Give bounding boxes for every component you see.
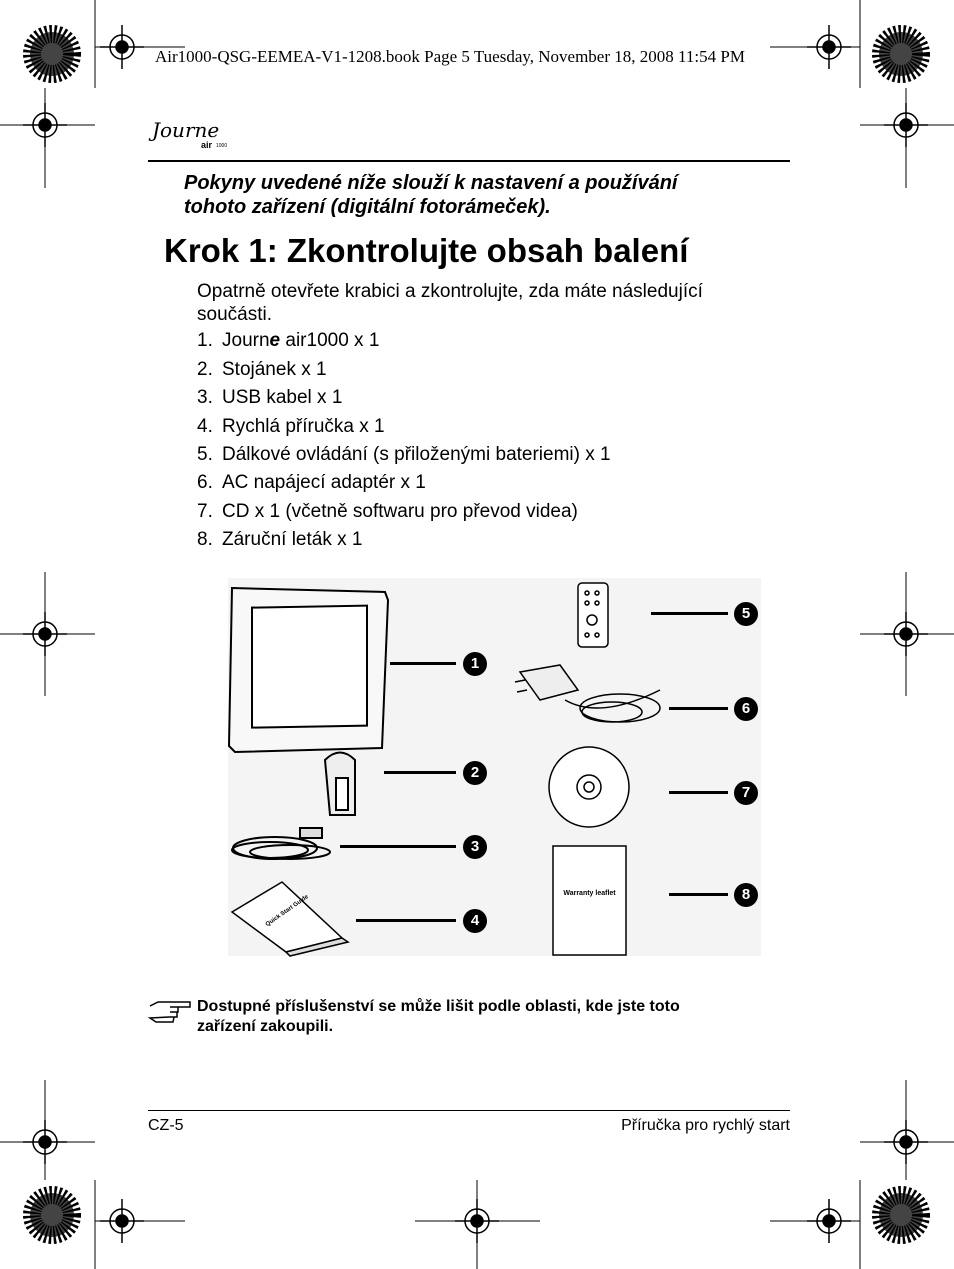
list-item: 5. Dálkové ovládání (s přiloženými bateriemi) x 1 — [197, 444, 611, 465]
usb-cable-illustration — [232, 828, 330, 859]
photo-frame-illustration — [229, 588, 388, 752]
footer-title: Příručka pro rychlý start — [621, 1117, 790, 1134]
callout-line — [669, 791, 728, 794]
callout-line — [384, 771, 456, 774]
callout-1: 1 — [463, 652, 487, 676]
callout-8: 8 — [734, 883, 758, 907]
callout-line — [340, 845, 456, 848]
callout-line — [651, 612, 728, 615]
list-item: 6. AC napájecí adaptér x 1 — [197, 472, 426, 493]
remote-control-illustration — [578, 583, 608, 647]
footer-rule — [148, 1110, 790, 1111]
note-line-1: Dostupné příslušenství se může lišit podle oblasti, kde jste toto — [197, 998, 680, 1015]
list-item: 8. Záruční leták x 1 — [197, 529, 363, 550]
note-text — [197, 997, 680, 1037]
logo-sub-small: 1000 — [216, 143, 228, 149]
list-item: 2. Stojánek x 1 — [197, 359, 327, 380]
warranty-leaflet-label: Warranty leaflet — [563, 890, 616, 897]
stand-illustration — [325, 753, 355, 816]
pointing-hand-icon — [148, 998, 192, 1026]
lead-line-2: součásti. — [197, 304, 272, 325]
intro-line-2: tohoto zařízení (digitální fotorámeček). — [184, 196, 551, 218]
callout-line — [390, 662, 456, 665]
callout-5: 5 — [734, 602, 758, 626]
print-header: Air1000-QSG-EEMEA-V1-1208.book Page 5 Tuesday, November 18, 2008 11:54 PM — [155, 47, 745, 66]
logo-script: Journe — [152, 118, 220, 142]
callout-7: 7 — [734, 781, 758, 805]
callout-4: 4 — [463, 909, 487, 933]
callout-2: 2 — [463, 761, 487, 785]
list-item: 3. USB kabel x 1 — [197, 387, 343, 408]
ac-adapter-illustration — [515, 665, 660, 722]
intro-line-1: Pokyny uvedené níže slouží k nastavení a používání — [184, 172, 678, 194]
lead-line-1: Opatrně otevřete krabici a zkontrolujte, zda máte následující — [197, 281, 703, 302]
callout-line — [356, 919, 456, 922]
callout-3: 3 — [463, 835, 487, 859]
callout-line — [669, 893, 728, 896]
note-line-2: zařízení zakoupili. — [197, 1018, 334, 1035]
cd-illustration — [549, 747, 629, 827]
callout-line — [669, 707, 728, 710]
quick-guide-illustration — [232, 882, 348, 956]
page-number: CZ-5 — [148, 1117, 184, 1134]
page-title: Krok 1: Zkontrolujte obsah balení — [164, 232, 689, 269]
list-item: 4. Rychlá příručka x 1 — [197, 416, 385, 437]
logo-sub: air — [201, 140, 213, 150]
list-item: 1. Journe air1000 x 1 — [197, 330, 380, 351]
list-item: 7. CD x 1 (včetně softwaru pro převod videa) — [197, 501, 578, 522]
quick-guide-label: Quick Start Guide — [264, 894, 310, 928]
callout-6: 6 — [734, 697, 758, 721]
warranty-leaflet-illustration — [553, 846, 626, 955]
